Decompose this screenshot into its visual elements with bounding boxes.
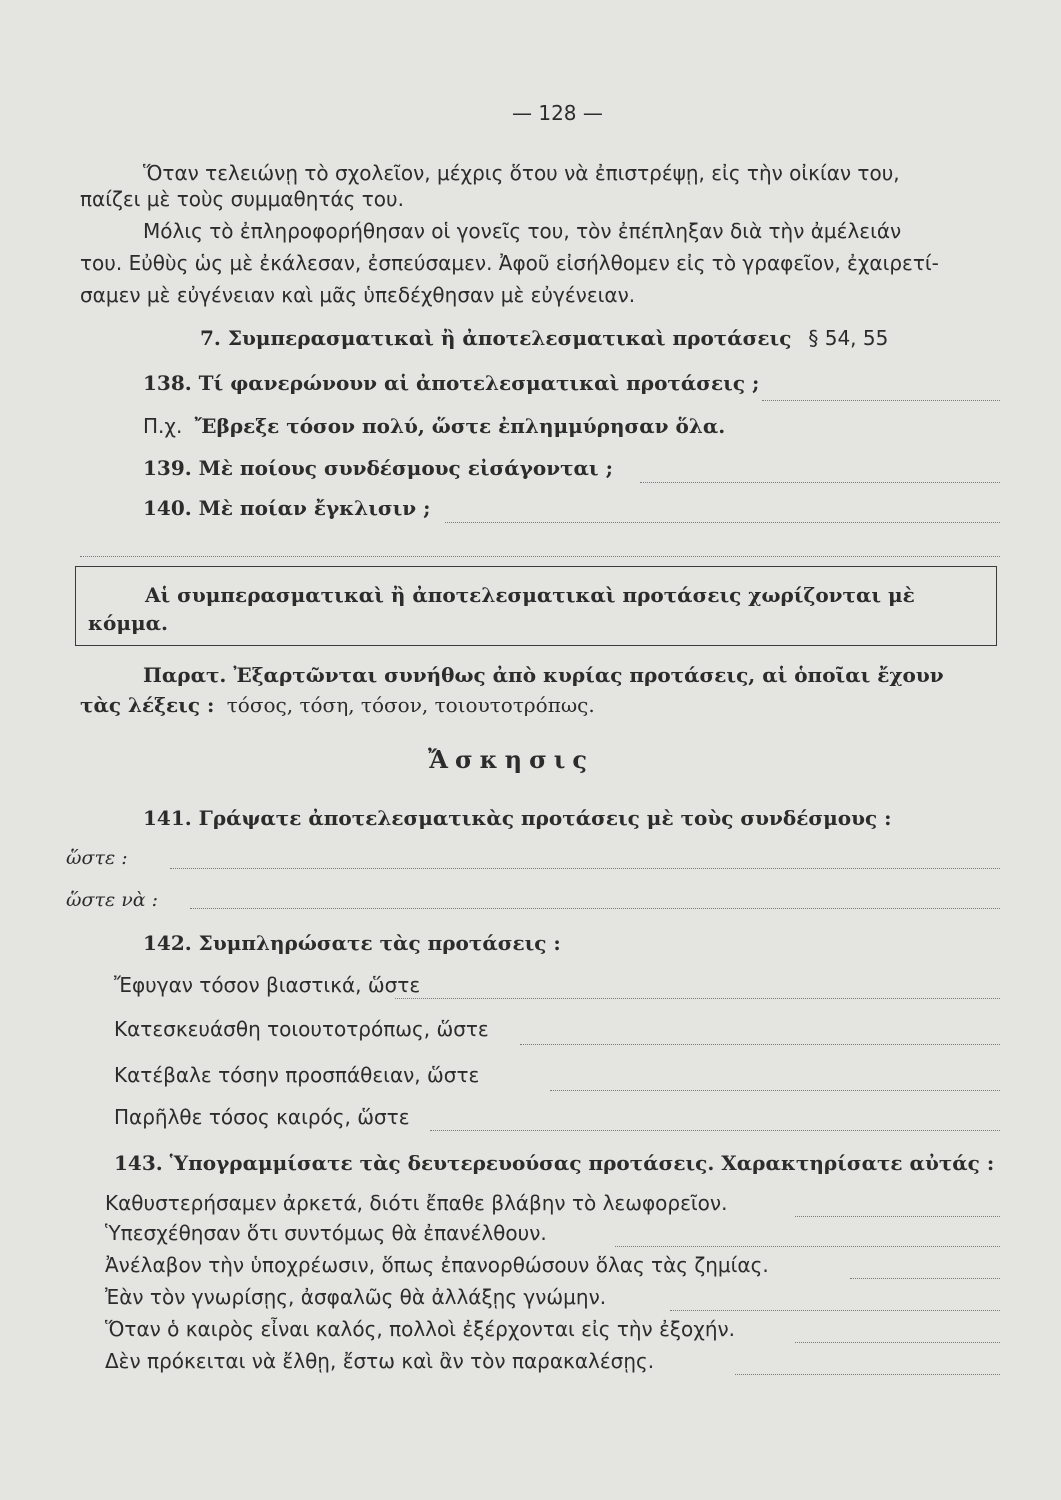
answer-line-142c[interactable] <box>550 1090 1000 1091</box>
example-line <box>143 413 725 439</box>
question-141: 141. Γράψατε ἀποτελεσματικὰς προτάσεις μὲ τοὺς συνδέσμους : <box>143 806 892 830</box>
answer-line-138[interactable] <box>762 400 1000 401</box>
answer-line-141a[interactable] <box>170 868 1000 869</box>
intro-line-3: Μόλις τὸ ἐπληροφορήθησαν οἱ γονεῖς του, τὸν ἐπέπληξαν διὰ τὴν ἀμέλειάν <box>143 219 902 243</box>
section-title-text: 7. Συμπερασματικαὶ ἢ ἀποτελεσματικαὶ προτάσεις <box>200 326 792 350</box>
q143-item-2: Ὑπεσχέθησαν ὅτι συντόμως θὰ ἐπανέλθουν. <box>105 1221 547 1245</box>
rule-line-1: Αἱ συμπερασματικαὶ ἢ ἀποτελεσματικαὶ προτάσεις χωρίζονται μὲ <box>145 583 915 607</box>
intro-line-1: Ὅταν τελειώνῃ τὸ σχολεῖον, μέχρις ὅτου νὰ ἐπιστρέψῃ, εἰς τὴν οἰκίαν του, <box>143 161 900 185</box>
intro-line-5: σαμεν μὲ εὐγένειαν καὶ μᾶς ὑπεδέχθησαν μὲ εὐγένειαν. <box>80 283 636 307</box>
question-140: 140. Μὲ ποίαν ἔγκλισιν ; <box>143 496 431 520</box>
q143-item-5: Ὅταν ὁ καιρὸς εἶναι καλός, πολλοὶ ἐξέρχονται εἰς τὴν ἐξοχήν. <box>105 1317 736 1341</box>
remark-line-1: Παρατ. Ἐξαρτῶνται συνήθως ἀπὸ κυρίας προτάσεις, αἱ ὁποῖαι ἔχουν <box>143 663 944 687</box>
page-number: — 128 — <box>512 101 603 125</box>
answer-line-143d[interactable] <box>670 1310 1000 1311</box>
question-143: 143. Ὑπογραμμίσατε τὰς δευτερευούσας προτάσεις. Χαρακτηρίσατε αὐτάς : <box>114 1151 995 1175</box>
answer-line-143b[interactable] <box>615 1246 1000 1247</box>
q142-item-1: Ἔφυγαν τόσον βιαστικά, ὥστε <box>114 973 421 997</box>
q142-item-3: Κατέβαλε τόσην προσπάθειαν, ὥστε <box>114 1063 480 1087</box>
answer-line-142b[interactable] <box>520 1044 1000 1045</box>
intro-line-2: παίζει μὲ τοὺς συμμαθητάς του. <box>80 187 404 211</box>
answer-line-141b[interactable] <box>190 908 1000 909</box>
q141-item-1: ὥστε : <box>66 847 128 869</box>
answer-line-143f[interactable] <box>735 1374 1000 1375</box>
answer-line-143e[interactable] <box>795 1342 1000 1343</box>
answer-line-140a[interactable] <box>445 522 1000 523</box>
example-text: Ἔβρεξε τόσον πολύ, ὥστε ἐπλημμύρησαν ὅλα. <box>194 414 726 438</box>
remark-line-2 <box>80 692 595 718</box>
answer-line-142d[interactable] <box>430 1130 1000 1131</box>
answer-line-143c[interactable] <box>850 1278 1000 1279</box>
rule-line-2: κόμμα. <box>88 611 168 635</box>
answer-line-142a[interactable] <box>395 998 1000 999</box>
answer-line-143a[interactable] <box>795 1216 1000 1217</box>
section-reference: § 54, 55 <box>808 326 889 350</box>
q143-item-1: Καθυστερήσαμεν ἀρκετά, διότι ἔπαθε βλάβην τὸ λεωφορεῖον. <box>105 1191 728 1215</box>
remark-words: τόσος, τόση, τόσον, τοιουτοτρόπως. <box>226 693 595 717</box>
question-139: 139. Μὲ ποίους συνδέσμους εἰσάγονται ; <box>143 456 613 480</box>
question-138: 138. Τί φανερώνουν αἱ ἀποτελεσματικαὶ προτάσεις ; <box>143 371 760 395</box>
q142-item-2: Κατεσκευάσθη τοιουτοτρόπως, ὥστε <box>114 1017 489 1041</box>
q142-item-4: Παρῆλθε τόσος καιρός, ὥστε <box>114 1105 410 1129</box>
answer-line-139[interactable] <box>640 482 1000 483</box>
question-142: 142. Συμπληρώσατε τὰς προτάσεις : <box>143 931 561 955</box>
intro-line-4: του. Εὐθὺς ὡς μὲ ἐκάλεσαν, ἐσπεύσαμεν. Ἀφοῦ εἰσήλθομεν εἰς τὸ γραφεῖον, ἐχαιρετί- <box>80 251 939 275</box>
exercise-heading: Ἄσκησις <box>428 745 595 774</box>
q143-item-4: Ἐὰν τὸν γνωρίσῃς, ἀσφαλῶς θὰ ἀλλάξῃς γνώμην. <box>105 1285 607 1309</box>
remark-label: τὰς λέξεις : <box>80 693 215 717</box>
q141-item-2: ὥστε νὰ : <box>66 889 159 911</box>
example-label: Π.χ. <box>143 414 183 438</box>
q143-item-6: Δὲν πρόκειται νὰ ἔλθῃ, ἔστω καὶ ἂν τὸν παρακαλέσῃς. <box>105 1349 655 1373</box>
section-title <box>200 325 888 351</box>
answer-line-140b[interactable] <box>80 556 1000 557</box>
q143-item-3: Ἀνέλαβον τὴν ὑποχρέωσιν, ὅπως ἐπανορθώσουν ὅλας τὰς ζημίας. <box>105 1253 769 1277</box>
